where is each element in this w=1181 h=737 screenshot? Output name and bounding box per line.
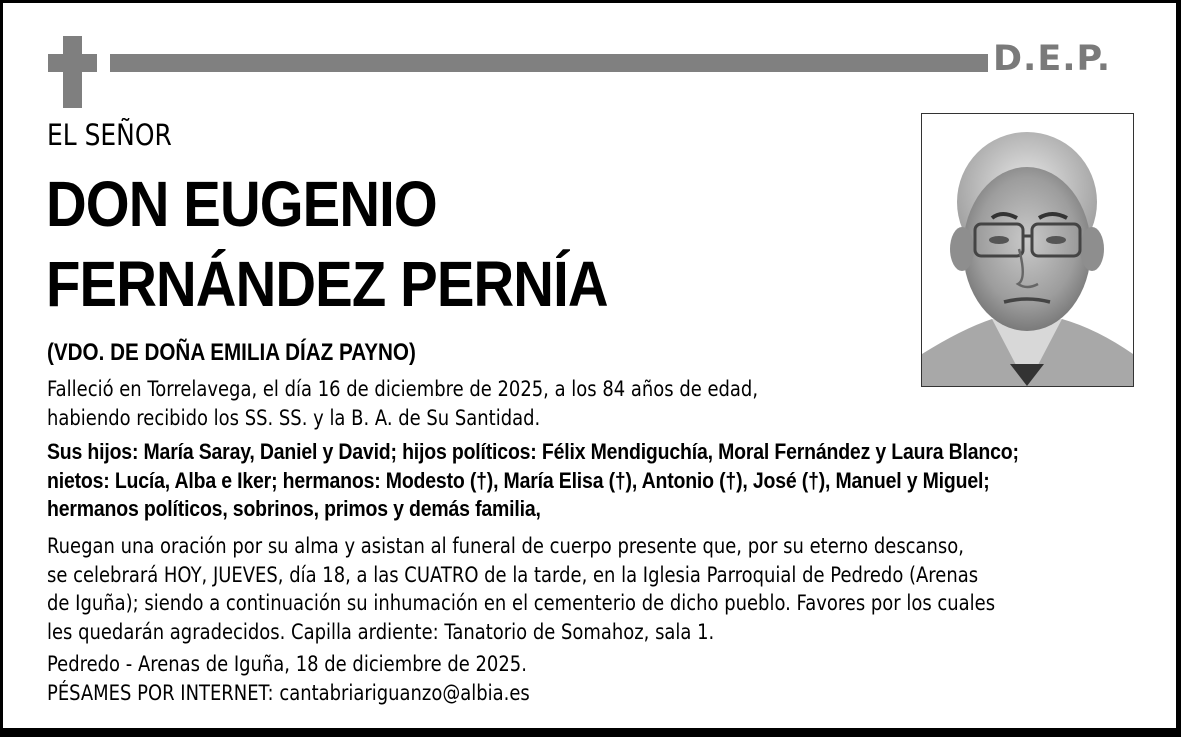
death-details: [47, 375, 758, 432]
funeral-line: Ruegan una oración por su alma y asistan al funeral de cuerpo presente que, por su eterno descanso,: [47, 534, 964, 558]
dep-label: D.E.P.: [993, 39, 1112, 79]
bottom-border: [0, 728, 1181, 737]
death-details-line: habiendo recibido los SS. SS. y la B. A. de Su Santidad.: [47, 405, 541, 430]
place-date: Pedredo - Arenas de Iguña, 18 de diciembre de 2025.: [47, 652, 527, 676]
deceased-name-line1: DON EUGENIO: [46, 168, 437, 240]
closing-info: [47, 650, 530, 707]
condolences-email-link[interactable]: cantabriariguanzo@albia.es: [279, 680, 530, 705]
funeral-line: les quedarán agradecidos. Capilla ardiente: Tanatorio de Somahoz, sala 1.: [47, 619, 715, 644]
funeral-details: [47, 532, 995, 646]
cross-icon-arm: [48, 54, 97, 72]
deceased-name-line2: FERNÁNDEZ PERNÍA: [46, 248, 608, 320]
honorific: EL SEÑOR: [47, 118, 172, 152]
condolences-line: [47, 679, 530, 708]
obituary-notice: [3, 3, 1176, 728]
family-line: Sus hijos: María Saray, Daniel y David; hijos políticos: Félix Mendiguchía, Moral Fernández y Laura Blanco;: [47, 439, 1019, 464]
family-line: hermanos políticos, sobrinos, primos y demás familia,: [47, 496, 541, 521]
cross-icon: [63, 36, 82, 108]
family-line: nietos: Lucía, Alba e Iker; hermanos: Modesto (†), María Elisa (†), Antonio (†), José (†), Manuel y Miguel;: [47, 467, 990, 493]
widower-note: (VDO. DE DOÑA EMILIA DÍAZ PAYNO): [47, 339, 416, 366]
funeral-line: de Iguña); siendo a continuación su inhumación en el cementerio de dicho pueblo. Favores por los cuales: [47, 591, 996, 615]
condolences-label: PÉSAMES POR INTERNET:: [47, 680, 280, 705]
header-divider-bar: [110, 54, 988, 72]
funeral-line: se celebrará HOY, JUEVES, día 18, a las CUATRO de la tarde, en la Iglesia Parroquial de Pedredo (Arenas: [47, 562, 979, 587]
family-list: [47, 438, 1019, 524]
death-details-line: Falleció en Torrelavega, el día 16 de diciembre de 2025, a los 84 años de edad,: [47, 377, 759, 401]
portrait-image: [922, 114, 1133, 386]
deceased-photo: [921, 113, 1134, 387]
